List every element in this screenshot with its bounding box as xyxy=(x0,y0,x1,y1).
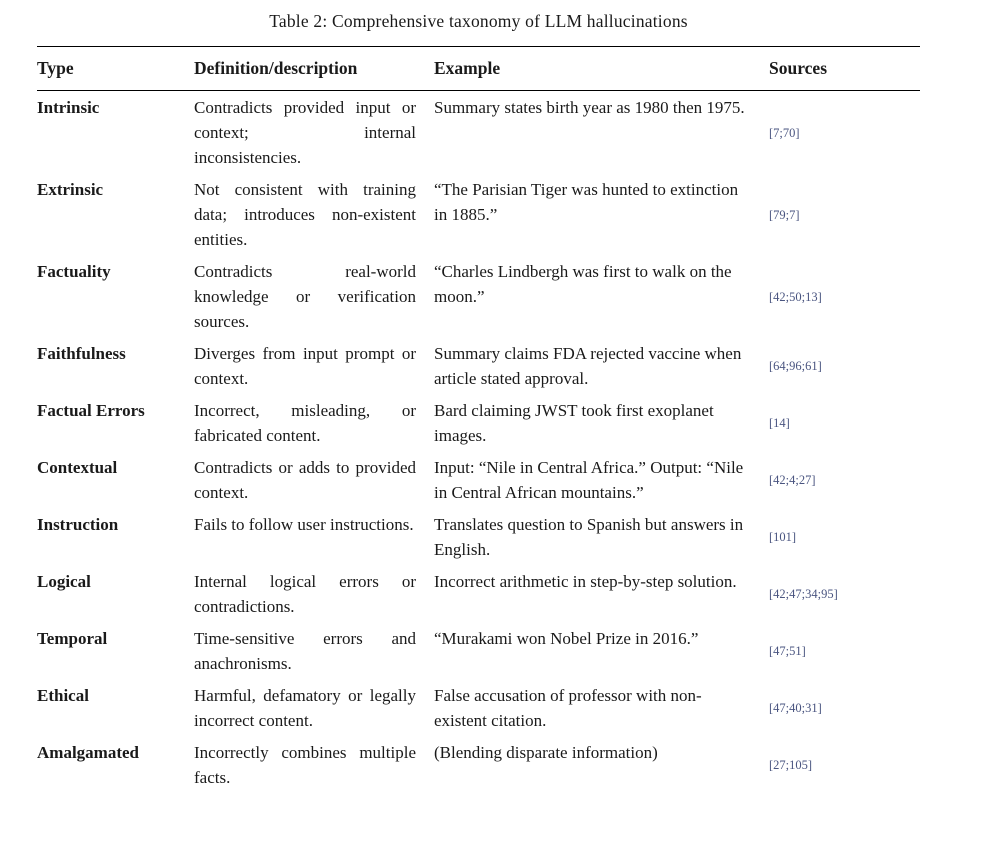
hallucination-taxonomy-table xyxy=(37,46,920,793)
cell-type: Faithfulness xyxy=(37,344,126,363)
cell-definition: Incorrect, misleading, or fabricated content. xyxy=(194,401,416,445)
cell-type: Temporal xyxy=(37,629,108,648)
cell-example: Incorrect arithmetic in step-by-step solution. xyxy=(434,572,737,591)
cell-example: “The Parisian Tiger was hunted to extinction in 1885.” xyxy=(434,180,739,224)
table-row xyxy=(37,255,920,337)
cell-example: “Murakami won Nobel Prize in 2016.” xyxy=(434,629,699,648)
header-type: Type xyxy=(37,47,194,91)
table-row xyxy=(37,394,920,451)
cell-type: Contextual xyxy=(37,458,118,477)
cell-sources-citation: [101] xyxy=(769,530,797,544)
cell-sources-citation: [47;51] xyxy=(769,644,806,658)
table-row xyxy=(37,736,920,793)
table-row xyxy=(37,508,920,565)
table-container xyxy=(37,9,920,793)
cell-example: Input: “Nile in Central Africa.” Output: “Nile in Central African mountains.” xyxy=(434,458,744,502)
cell-type: Amalgamated xyxy=(37,743,139,762)
table-header-row xyxy=(37,47,920,91)
cell-type: Factual Errors xyxy=(37,401,145,420)
cell-type: Logical xyxy=(37,572,91,591)
cell-definition: Internal logical errors or contradictions. xyxy=(194,572,416,616)
cell-example: False accusation of professor with non-existent citation. xyxy=(434,686,702,730)
cell-type: Ethical xyxy=(37,686,89,705)
cell-sources-citation: [27;105] xyxy=(769,758,813,772)
cell-sources-citation: [42;4;27] xyxy=(769,473,816,487)
cell-definition: Not consistent with training data; introduces non-existent entities. xyxy=(194,180,416,249)
cell-definition: Fails to follow user instructions. xyxy=(194,515,414,534)
cell-definition: Contradicts or adds to provided context. xyxy=(194,458,416,502)
header-example: Example xyxy=(434,47,769,91)
cell-type: Instruction xyxy=(37,515,119,534)
cell-sources-citation: [14] xyxy=(769,416,790,430)
table-row xyxy=(37,173,920,255)
header-sources: Sources xyxy=(769,47,920,91)
cell-type: Intrinsic xyxy=(37,98,100,117)
cell-example: Translates question to Spanish but answers in English. xyxy=(434,515,744,559)
cell-example: Summary states birth year as 1980 then 1975. xyxy=(434,98,745,117)
cell-sources-citation: [7;70] xyxy=(769,125,800,140)
cell-definition: Incorrectly combines multiple facts. xyxy=(194,743,416,787)
cell-sources-citation: [42;47;34;95] xyxy=(769,587,838,601)
cell-sources-citation: [42;50;13] xyxy=(769,289,822,304)
table-row xyxy=(37,451,920,508)
cell-definition: Harmful, defamatory or legally incorrect content. xyxy=(194,686,416,730)
cell-definition: Diverges from input prompt or context. xyxy=(194,344,416,388)
cell-sources-citation: [47;40;31] xyxy=(769,701,822,715)
table-row xyxy=(37,679,920,736)
cell-example: (Blending disparate information) xyxy=(434,743,658,762)
cell-sources-citation: [79;7] xyxy=(769,207,800,222)
cell-example: “Charles Lindbergh was first to walk on the moon.” xyxy=(434,262,732,306)
table-row xyxy=(37,91,920,174)
table-row xyxy=(37,622,920,679)
cell-definition: Time-sensitive errors and anachronisms. xyxy=(194,629,416,673)
table-row xyxy=(37,337,920,394)
table-row xyxy=(37,565,920,622)
table-caption: Table 2: Comprehensive taxonomy of LLM hallucinations xyxy=(269,11,688,31)
cell-definition: Contradicts real-world knowledge or verification sources. xyxy=(194,262,416,331)
table-header xyxy=(37,47,920,91)
cell-type: Extrinsic xyxy=(37,180,104,199)
cell-type: Factuality xyxy=(37,262,111,281)
cell-definition: Contradicts provided input or context; internal inconsistencies. xyxy=(194,98,416,167)
cell-sources-citation: [64;96;61] xyxy=(769,359,822,373)
cell-example: Bard claiming JWST took first exoplanet images. xyxy=(434,401,714,445)
header-definition: Definition/description xyxy=(194,47,434,91)
table-body xyxy=(37,91,920,794)
cell-example: Summary claims FDA rejected vaccine when article stated approval. xyxy=(434,344,742,388)
